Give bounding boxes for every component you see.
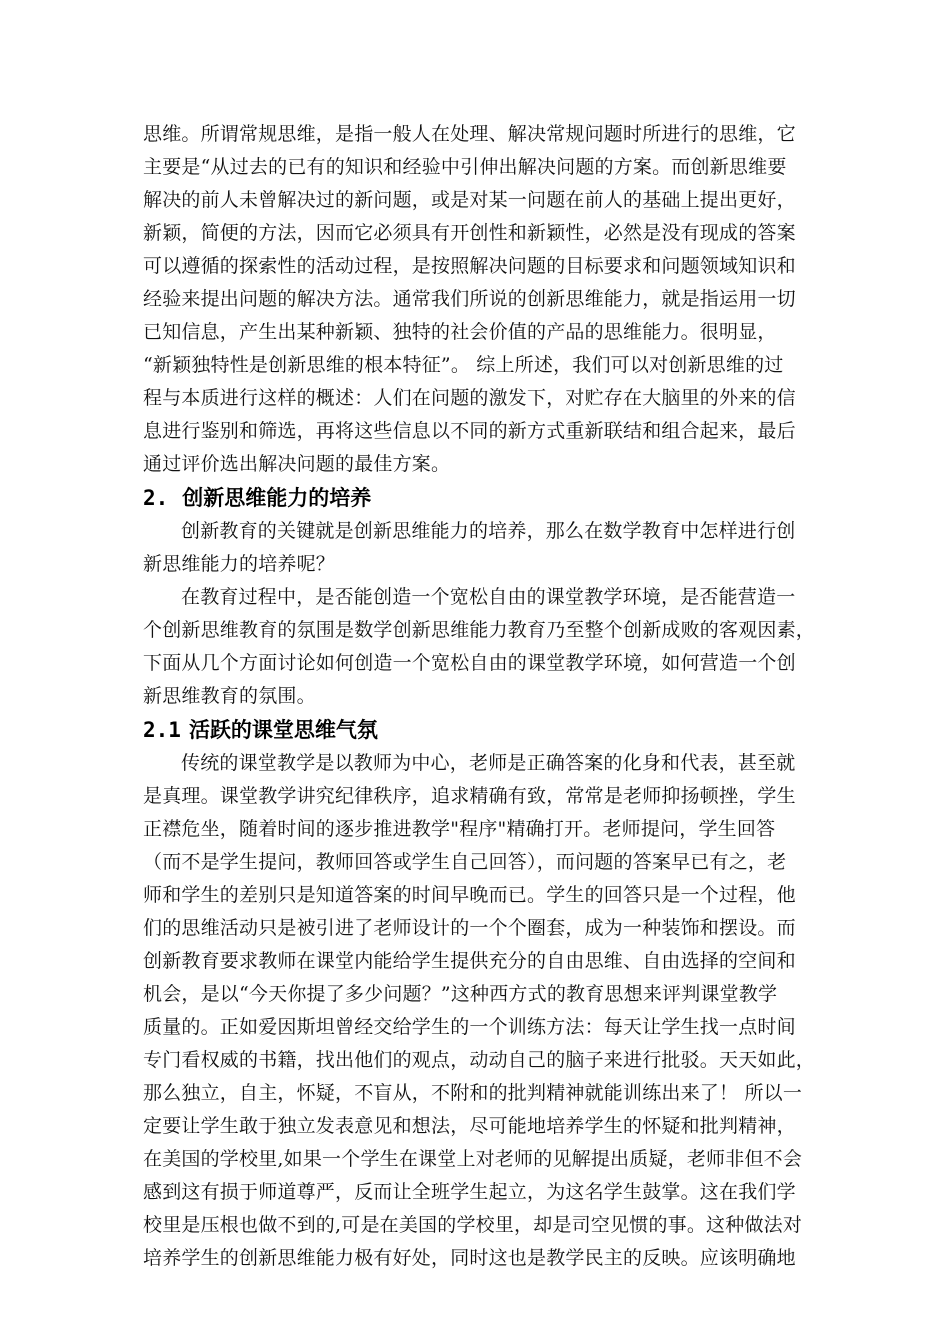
text-line: 个创新思维教育的氛围是数学创新思维能力教育乃至整个创新成败的客观因素，	[143, 619, 816, 641]
paragraph-key-of-innovation-education	[143, 515, 823, 581]
text-line: 已知信息，产生出某种新颖、独特的社会价值的产品的思维能力。很明显，	[143, 321, 777, 343]
text-line: 质量的。正如爱因斯坦曾经交给学生的一个训练方法：每天让学生找一点时间	[143, 1016, 796, 1038]
text-line: 传统的课堂教学是以教师为中心，老师是正确答案的化身和代表，甚至就	[181, 752, 796, 774]
text-line: 培养学生的创新思维能力极有好处，同时这也是教学民主的反映。应该明确地	[143, 1247, 796, 1269]
text-line: 可以遵循的探索性的活动过程，是按照解决问题的目标要求和问题领域知识和	[143, 255, 796, 277]
section-heading-2-1	[143, 713, 823, 747]
text-line: 师和学生的差别只是知道答案的时间早晚而已。学生的回答只是一个过程，他	[143, 884, 796, 906]
text-line: 专门看权威的书籍，找出他们的观点，动动自己的脑子来进行批驳。天天如此，	[143, 1049, 816, 1071]
section-title: 创新思维能力的培养	[182, 486, 372, 510]
text-line: 在教育过程中，是否能创造一个宽松自由的课堂教学环境，是否能营造一	[181, 586, 796, 608]
text-line: 机会，是以“今天你提了多少问题？”这种西方式的教育思想来评判课堂教学	[143, 983, 778, 1005]
text-line: 那么独立，自主，怀疑，不盲从，不附和的批判精神就能训练出来了！ 所以一	[143, 1082, 803, 1104]
text-line: 校里是压根也做不到的,可是在美国的学校里，却是司空见惯的事。这种做法对	[143, 1214, 803, 1236]
paragraph-traditional-classroom	[143, 747, 823, 1275]
text-line: 是真理。课堂教学讲究纪律秩序，追求精确有致，常常是老师抑扬顿挫，学生	[143, 785, 796, 807]
text-line: 主要是“从过去的已有的知识和经验中引伸出解决问题的方案。而创新思维要	[143, 156, 787, 178]
text-line: 新思维能力的培养呢？	[143, 553, 336, 575]
text-line: 在美国的学校里,如果一个学生在课堂上对老师的见解提出质疑，老师非但不会	[143, 1148, 803, 1170]
section-title: 活跃的课堂思维气氛	[188, 718, 378, 742]
text-line: 程与本质进行这样的概述：人们在问题的激发下，对贮存在大脑里的外来的信	[143, 387, 796, 409]
document-body	[143, 118, 823, 1275]
section-number: 2.	[143, 486, 169, 510]
paragraph-creative-thinking-definition	[143, 118, 823, 481]
text-line: 感到这有损于师道尊严，反而让全班学生起立，为这名学生鼓掌。这在我们学	[143, 1181, 796, 1203]
text-line: 下面从几个方面讨论如何创造一个宽松自由的课堂教学环境，如何营造一个创	[143, 652, 796, 674]
text-line: 思维。所谓常规思维，是指一般人在处理、解决常规问题时所进行的思维，它	[143, 123, 796, 145]
text-line: 们的思维活动只是被引进了老师设计的一个个圈套，成为一种装饰和摆设。而	[143, 917, 796, 939]
text-line: 息进行鉴别和筛选，再将这些信息以不同的新方式重新联结和组合起来，最后	[143, 420, 796, 442]
text-line: 定要让学生敢于独立发表意见和想法，尽可能地培养学生的怀疑和批判精神，	[143, 1115, 796, 1137]
text-line: 通过评价选出解决问题的最佳方案。	[143, 453, 451, 475]
text-line: 新颖，简便的方法，因而它必须具有开创性和新颖性，必然是没有现成的答案	[143, 222, 796, 244]
text-line: 经验来提出问题的解决方法。通常我们所说的创新思维能力，就是指运用一切	[143, 288, 796, 310]
section-heading-2	[143, 481, 823, 515]
text-line: 解决的前人未曾解决过的新问题，或是对某一问题在前人的基础上提出更好，	[143, 189, 796, 211]
text-line: 正襟危坐，随着时间的逐步推进教学"程序"精确打开。老师提问，学生回答	[143, 818, 776, 840]
paragraph-teaching-environment	[143, 581, 823, 713]
text-line: “新颖独特性是创新思维的根本特征”。 综上所述，我们可以对创新思维的过	[143, 354, 784, 376]
text-line: 创新教育的关键就是创新思维能力的培养，那么在数学教育中怎样进行创	[181, 520, 796, 542]
text-line: 新思维教育的氛围。	[143, 685, 316, 707]
section-number: 2.1	[143, 718, 181, 742]
text-line: 创新教育要求教师在课堂内能给学生提供充分的自由思维、自由选择的空间和	[143, 950, 796, 972]
text-line: （而不是学生提问，教师回答或学生自己回答），而问题的答案早已有之，老	[143, 851, 787, 873]
